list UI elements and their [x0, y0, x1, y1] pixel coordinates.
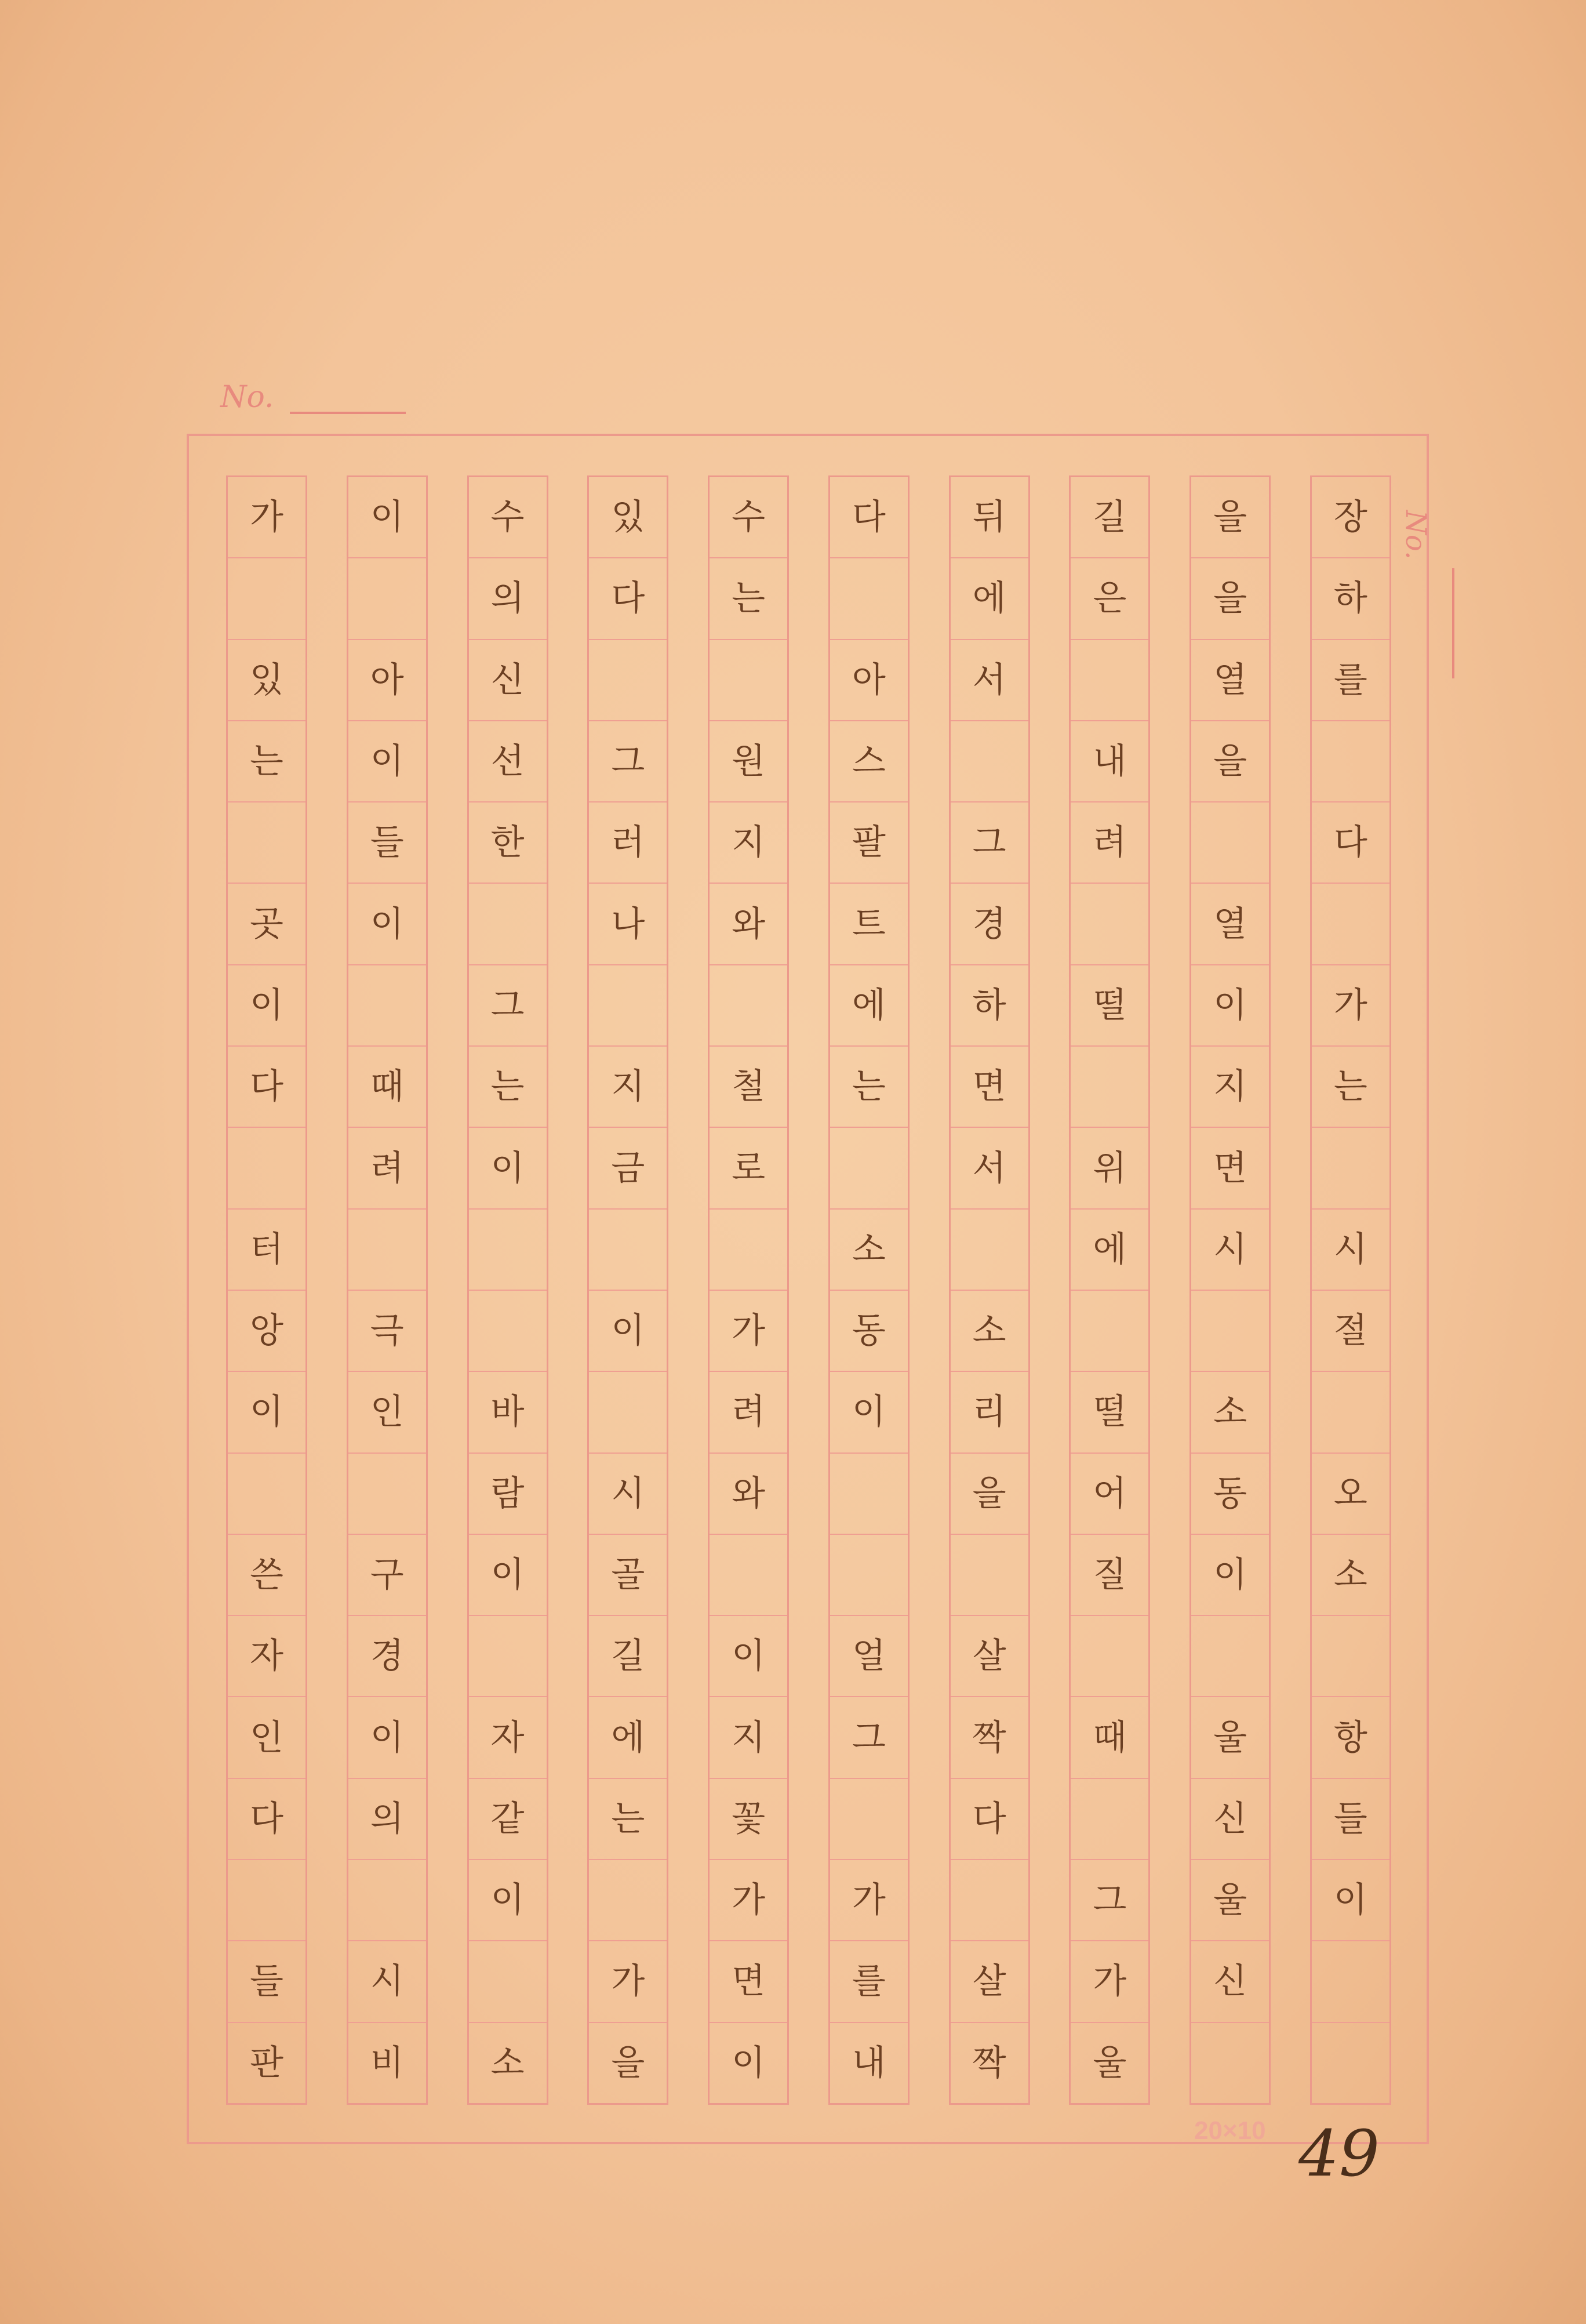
manuscript-cell: 시	[348, 1941, 426, 2022]
manuscript-cell: 철	[710, 1047, 787, 1128]
manuscript-cell: 짝	[972, 2042, 1006, 2083]
manuscript-cell: 한	[469, 802, 547, 884]
manuscript-cell: 서	[951, 640, 1028, 721]
manuscript-cell: 나	[589, 884, 667, 965]
manuscript-cell: 리	[951, 1372, 1028, 1453]
manuscript-cell	[710, 1535, 787, 1616]
manuscript-cell: 그	[469, 965, 547, 1047]
manuscript-cell	[469, 1210, 547, 1291]
manuscript-cell: 이	[830, 1372, 908, 1453]
manuscript-column	[949, 475, 1030, 2105]
manuscript-cell: 수	[710, 477, 787, 558]
manuscript-cell: 다	[830, 477, 908, 558]
manuscript-cell: 가	[830, 1860, 908, 1941]
manuscript-cell: 터	[228, 1210, 305, 1291]
manuscript-cell	[951, 1535, 1028, 1616]
manuscript-cell: 는	[589, 1779, 667, 1860]
manuscript-cell: 길	[589, 1616, 667, 1697]
manuscript-cell: 그	[1071, 1860, 1148, 1941]
manuscript-cell: 와	[710, 1454, 787, 1535]
manuscript-cell: 내	[852, 2042, 886, 2083]
manuscript-cell	[1191, 1291, 1269, 1372]
manuscript-cell: 길	[1071, 477, 1148, 558]
manuscript-cell: 면	[1191, 1128, 1269, 1209]
manuscript-cell: 이	[228, 965, 305, 1047]
manuscript-cell: 이	[1191, 965, 1269, 1047]
manuscript-cell: 소	[951, 1291, 1028, 1372]
manuscript-cell: 람	[469, 1454, 547, 1535]
manuscript-cell: 이	[469, 1128, 547, 1209]
manuscript-cell: 스	[830, 721, 908, 802]
manuscript-cell: 있	[228, 640, 305, 721]
manuscript-cell: 살	[951, 1941, 1028, 2022]
manuscript-cell	[348, 1860, 426, 1941]
manuscript-cell: 가	[1071, 1941, 1148, 2022]
manuscript-column	[1310, 475, 1391, 2105]
manuscript-cell	[1312, 884, 1389, 965]
manuscript-cell: 는	[830, 1047, 908, 1128]
manuscript-cell: 다	[228, 1779, 305, 1860]
manuscript-cell: 열	[1191, 884, 1269, 965]
manuscript-column	[587, 475, 668, 2105]
manuscript-cell	[951, 1860, 1028, 1941]
manuscript-cell: 는	[1312, 1047, 1389, 1128]
manuscript-cell	[710, 640, 787, 721]
manuscript-cell: 비	[370, 2042, 404, 2083]
manuscript-cell: 는	[228, 721, 305, 802]
manuscript-cell: 가	[1312, 965, 1389, 1047]
manuscript-cell: 이	[732, 2042, 766, 2083]
manuscript-cell: 가	[710, 1291, 787, 1372]
manuscript-cell	[589, 1860, 667, 1941]
manuscript-cell: 어	[1071, 1454, 1148, 1535]
manuscript-cell: 그	[951, 802, 1028, 884]
manuscript-cell: 위	[1071, 1128, 1148, 1209]
manuscript-cell	[469, 884, 547, 965]
number-label: No.	[220, 380, 274, 415]
manuscript-cell: 장	[1312, 477, 1389, 558]
manuscript-cell: 금	[589, 1128, 667, 1209]
manuscript-cell: 면	[951, 1047, 1028, 1128]
manuscript-cell: 이	[1312, 1860, 1389, 1941]
manuscript-cell: 열	[1191, 640, 1269, 721]
manuscript-cell: 울	[1093, 2042, 1127, 2083]
manuscript-cell	[710, 965, 787, 1047]
manuscript-cell: 하	[951, 965, 1028, 1047]
manuscript-cell: 때	[1071, 1697, 1148, 1778]
manuscript-cell	[710, 1210, 787, 1291]
manuscript-cell: 항	[1312, 1697, 1389, 1778]
manuscript-cell: 시	[1191, 1210, 1269, 1291]
manuscript-cell: 짝	[951, 1697, 1028, 1778]
manuscript-cell: 지	[710, 1697, 787, 1778]
manuscript-cell: 지	[589, 1047, 667, 1128]
manuscript-cell: 인	[228, 1697, 305, 1778]
manuscript-cell: 절	[1312, 1291, 1389, 1372]
manuscript-cell: 아	[348, 640, 426, 721]
manuscript-cell: 다	[1312, 802, 1389, 884]
manuscript-cell: 소	[1312, 1535, 1389, 1616]
manuscript-grid	[226, 475, 1391, 2105]
manuscript-cell: 선	[469, 721, 547, 802]
manuscript-cell: 지	[1191, 1047, 1269, 1128]
manuscript-cell: 를	[830, 1941, 908, 2022]
manuscript-cell	[469, 1941, 547, 2022]
manuscript-cell: 꽃	[710, 1779, 787, 1860]
manuscript-cell	[228, 1454, 305, 1535]
manuscript-cell: 의	[469, 558, 547, 640]
manuscript-cell: 에	[589, 1697, 667, 1778]
grid-size-label: 20×10	[1194, 2116, 1266, 2145]
manuscript-cell: 을	[1191, 558, 1269, 640]
manuscript-cell: 와	[710, 884, 787, 965]
manuscript-cell: 같	[469, 1779, 547, 1860]
manuscript-cell: 을	[1191, 477, 1269, 558]
manuscript-cell: 서	[951, 1128, 1028, 1209]
manuscript-cell	[830, 1535, 908, 1616]
manuscript-column	[708, 475, 789, 2105]
manuscript-column	[226, 475, 307, 2105]
manuscript-cell	[348, 1454, 426, 1535]
manuscript-cell	[1071, 1779, 1148, 1860]
manuscript-cell: 얼	[830, 1616, 908, 1697]
manuscript-cell: 살	[951, 1616, 1028, 1697]
manuscript-cell: 이	[348, 1697, 426, 1778]
manuscript-cell: 원	[710, 721, 787, 802]
manuscript-cell: 가	[589, 1941, 667, 2022]
manuscript-cell: 의	[348, 1779, 426, 1860]
manuscript-cell: 동	[830, 1291, 908, 1372]
manuscript-cell: 팔	[830, 802, 908, 884]
manuscript-cell: 는	[469, 1047, 547, 1128]
manuscript-cell: 이	[469, 1535, 547, 1616]
manuscript-cell: 트	[830, 884, 908, 965]
manuscript-cell	[589, 640, 667, 721]
manuscript-cell: 이	[348, 884, 426, 965]
manuscript-column	[467, 475, 548, 2105]
manuscript-cell: 에	[830, 965, 908, 1047]
manuscript-cell: 들	[1312, 1779, 1389, 1860]
number-underline-rotated	[1452, 568, 1454, 678]
manuscript-cell: 판	[250, 2042, 283, 2083]
manuscript-column	[828, 475, 910, 2105]
manuscript-cell: 려	[1071, 802, 1148, 884]
manuscript-cell: 하	[1312, 558, 1389, 640]
manuscript-cell: 이	[348, 477, 426, 558]
manuscript-cell	[589, 1210, 667, 1291]
manuscript-cell: 쓴	[228, 1535, 305, 1616]
manuscript-cell	[348, 1210, 426, 1291]
manuscript-cell	[1191, 1616, 1269, 1697]
manuscript-cell	[1312, 1128, 1389, 1209]
manuscript-cell	[1312, 721, 1389, 802]
manuscript-cell	[1071, 1291, 1148, 1372]
manuscript-cell: 동	[1191, 1454, 1269, 1535]
number-label-rotated: No.	[1399, 510, 1432, 560]
manuscript-cell: 시	[1312, 1210, 1389, 1291]
manuscript-cell: 다	[951, 1779, 1028, 1860]
manuscript-cell	[348, 965, 426, 1047]
manuscript-cell	[1312, 1372, 1389, 1453]
manuscript-cell: 지	[710, 802, 787, 884]
manuscript-cell	[830, 1454, 908, 1535]
manuscript-cell	[1071, 1616, 1148, 1697]
manuscript-cell: 떨	[1071, 965, 1148, 1047]
manuscript-cell: 을	[951, 1454, 1028, 1535]
manuscript-cell: 이	[710, 1616, 787, 1697]
manuscript-cell: 가	[710, 1860, 787, 1941]
manuscript-cell: 러	[589, 802, 667, 884]
manuscript-cell: 다	[228, 1047, 305, 1128]
manuscript-cell	[348, 558, 426, 640]
manuscript-cell: 들	[348, 802, 426, 884]
manuscript-cell: 가	[228, 477, 305, 558]
manuscript-cell: 을	[1191, 721, 1269, 802]
manuscript-cell: 자	[228, 1616, 305, 1697]
page-number: 49	[1298, 2116, 1380, 2191]
manuscript-cell: 로	[710, 1128, 787, 1209]
manuscript-cell: 려	[710, 1372, 787, 1453]
manuscript-cell	[1191, 2023, 1269, 2103]
manuscript-cell: 이	[228, 1372, 305, 1453]
manuscript-cell: 떨	[1071, 1372, 1148, 1453]
manuscript-cell	[1071, 884, 1148, 965]
manuscript-cell: 곳	[228, 884, 305, 965]
manuscript-cell	[951, 1210, 1028, 1291]
manuscript-cell: 를	[1312, 640, 1389, 721]
manuscript-cell: 앙	[228, 1291, 305, 1372]
manuscript-cell: 아	[830, 640, 908, 721]
manuscript-cell: 신	[469, 640, 547, 721]
manuscript-cell: 뒤	[951, 477, 1028, 558]
manuscript-column	[347, 475, 428, 2105]
manuscript-cell: 오	[1312, 1454, 1389, 1535]
manuscript-cell: 그	[830, 1697, 908, 1778]
manuscript-cell: 내	[1071, 721, 1148, 802]
manuscript-cell: 려	[348, 1128, 426, 1209]
manuscript-cell: 경	[348, 1616, 426, 1697]
manuscript-cell: 울	[1191, 1860, 1269, 1941]
manuscript-cell	[589, 965, 667, 1047]
manuscript-cell: 때	[348, 1047, 426, 1128]
manuscript-cell: 소	[1191, 1372, 1269, 1453]
manuscript-cell: 소	[830, 1210, 908, 1291]
manuscript-cell: 는	[710, 558, 787, 640]
manuscript-cell: 을	[611, 2042, 645, 2083]
manuscript-cell: 에	[951, 558, 1028, 640]
manuscript-cell: 경	[951, 884, 1028, 965]
manuscript-cell	[228, 1860, 305, 1941]
manuscript-cell: 있	[589, 477, 667, 558]
manuscript-cell	[951, 721, 1028, 802]
manuscript-cell: 골	[589, 1535, 667, 1616]
manuscript-cell: 질	[1071, 1535, 1148, 1616]
manuscript-cell: 신	[1191, 1779, 1269, 1860]
manuscript-cell	[1312, 1616, 1389, 1697]
manuscript-cell: 소	[490, 2042, 525, 2083]
manuscript-cell	[1071, 640, 1148, 721]
manuscript-cell	[228, 558, 305, 640]
number-underline	[290, 412, 406, 414]
manuscript-cell: 신	[1191, 1941, 1269, 2022]
manuscript-cell: 이	[469, 1860, 547, 1941]
manuscript-cell	[830, 558, 908, 640]
manuscript-cell: 에	[1071, 1210, 1148, 1291]
manuscript-cell: 울	[1191, 1697, 1269, 1778]
manuscript-cell: 은	[1071, 558, 1148, 640]
manuscript-cell: 이	[1191, 1535, 1269, 1616]
manuscript-cell	[1312, 2023, 1389, 2103]
manuscript-cell: 자	[469, 1697, 547, 1778]
manuscript-cell: 인	[348, 1372, 426, 1453]
manuscript-cell	[1071, 1047, 1148, 1128]
manuscript-cell: 다	[589, 558, 667, 640]
manuscript-cell: 그	[589, 721, 667, 802]
manuscript-cell	[1191, 802, 1269, 884]
manuscript-cell	[1312, 1941, 1389, 2022]
manuscript-column	[1190, 475, 1271, 2105]
manuscript-cell: 이	[589, 1291, 667, 1372]
manuscript-cell	[228, 802, 305, 884]
manuscript-cell	[589, 1372, 667, 1453]
manuscript-cell: 극	[348, 1291, 426, 1372]
manuscript-cell: 바	[469, 1372, 547, 1453]
manuscript-cell	[228, 1128, 305, 1209]
manuscript-cell: 면	[710, 1941, 787, 2022]
manuscript-cell: 들	[228, 1941, 305, 2022]
manuscript-cell: 구	[348, 1535, 426, 1616]
manuscript-cell	[469, 1291, 547, 1372]
manuscript-cell	[830, 1128, 908, 1209]
manuscript-column	[1069, 475, 1150, 2105]
manuscript-cell	[469, 1616, 547, 1697]
manuscript-cell	[830, 1779, 908, 1860]
manuscript-cell: 이	[348, 721, 426, 802]
manuscript-cell: 수	[469, 477, 547, 558]
manuscript-cell: 시	[589, 1454, 667, 1535]
